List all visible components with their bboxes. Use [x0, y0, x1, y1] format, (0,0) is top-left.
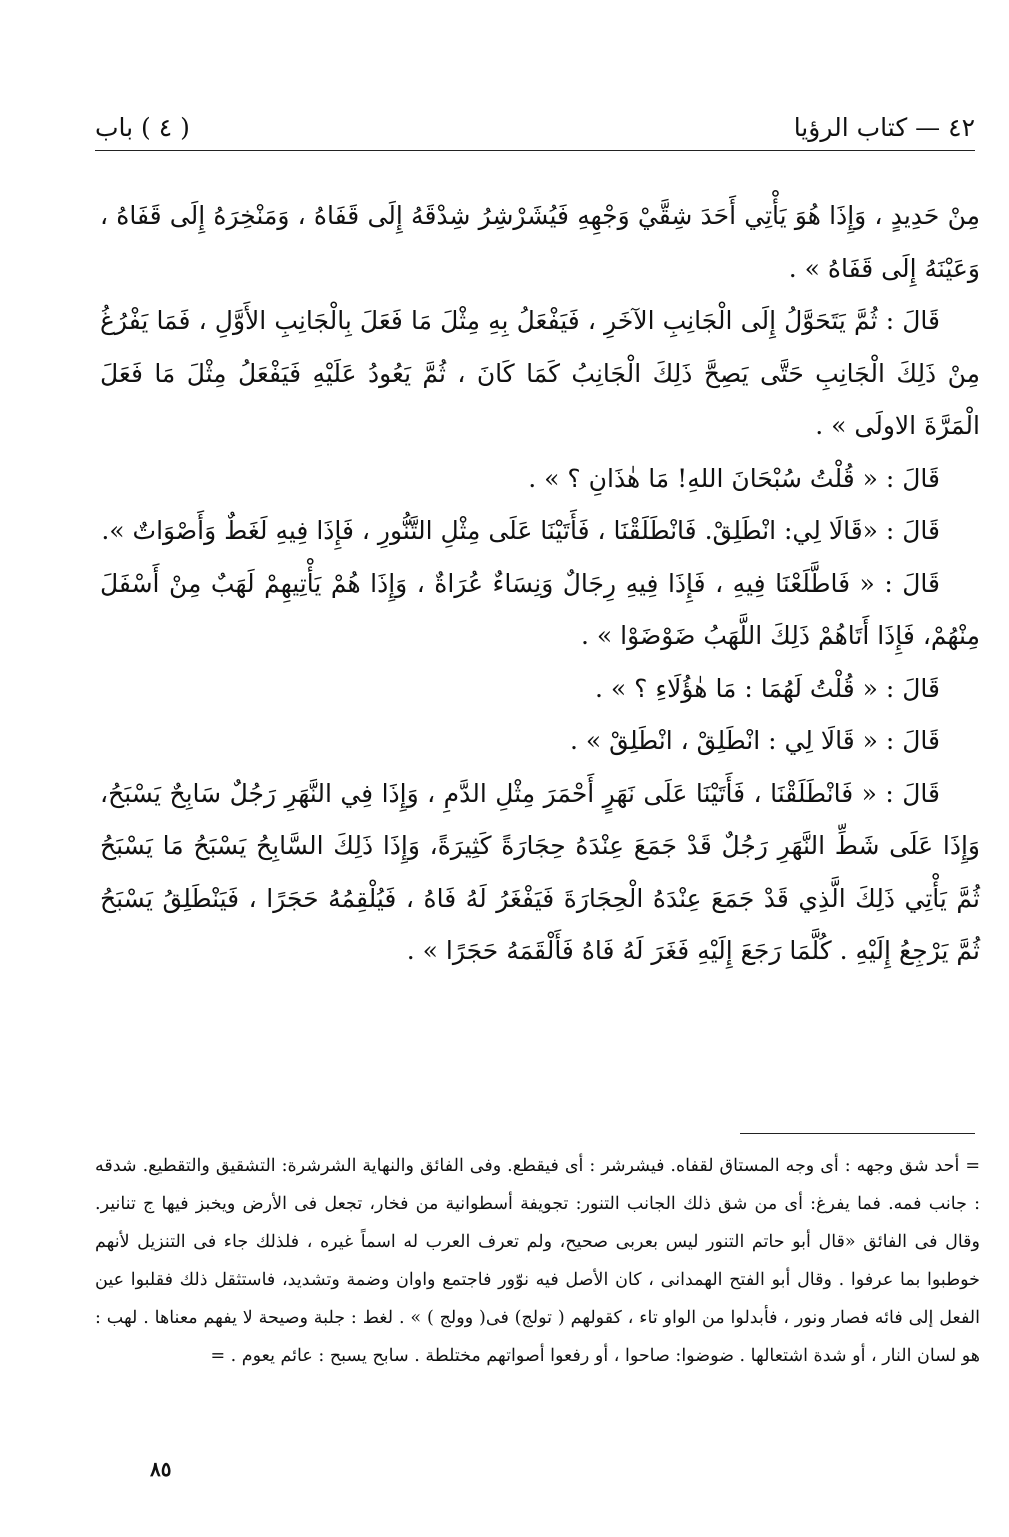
main-text [100, 190, 980, 978]
paragraph: قَالَ : « فَاطَّلَعْنَا فِيهِ ، فَإِذَا فِيهِ رِجَالٌ وَنِسَاءٌ عُرَاةٌ ، وَإِذَا هُمْ يَأْتِيهِمْ لَهَبٌ مِنْ أَسْفَلَ مِنْهُمْ، فَإِذَا أَتَاهُمْ ذَلِكَ اللَّهَبُ ضَوْضَوْا » . [100, 568, 980, 650]
header-divider [95, 150, 975, 151]
footnote-divider [740, 1133, 975, 1134]
paragraph: مِنْ حَدِيدٍ ، وَإِذَا هُوَ يَأْتِي أَحَدَ شِقَّيْ وَجْهِهِ فَيُشَرْشِرُ شِدْقَهُ إِلَى قَفَاهُ ، وَمَنْخِرَهُ إِلَى قَفَاهُ ، وَعَيْنَهُ إِلَى قَفَاهُ » . [100, 201, 980, 283]
page-number: ٨٥ [150, 1457, 172, 1481]
header-chapter: ( ٤ ) باب [95, 113, 190, 142]
paragraph: قَالَ : ثُمَّ يَتَحَوَّلُ إِلَى الْجَانِبِ الآخَرِ ، فَيَفْعَلُ بِهِ مِثْلَ مَا فَعَلَ بِالْجَانِبِ الأَوَّلِ ، فَمَا يَفْرُغُ مِنْ ذَلِكَ الْجَانِبِ حَتَّى يَصِحَّ ذَلِكَ الْجَانِبُ كَمَا كَانَ ، ثُمَّ يَعُودُ عَلَيْهِ فَيَفْعَلُ مِثْلَ مَا فَعَلَ الْمَرَّةَ الاولَى » . [100, 306, 980, 440]
paragraph: قَالَ : « فَانْطَلَقْنَا ، فَأَتَيْنَا عَلَى نَهَرٍ أَحْمَرَ مِثْلِ الدَّمِ ، وَإِذَا فِي النَّهَرِ رَجُلٌ سَابِحٌ يَسْبَحُ، وَإِذَا عَلَى شَطِّ النَّهَرِ رَجُلٌ قَدْ جَمَعَ عِنْدَهُ حِجَارَةً كَثِيرَةً، وَإِذَا ذَلِكَ السَّابِحُ يَسْبَحُ مَا يَسْبَحُ ثُمَّ يَأْتِي ذَلِكَ الَّذِي قَدْ جَمَعَ عِنْدَهُ الْحِجَارَةَ فَيَفْغَرُ لَهُ فَاهُ ، فَيُلْقِمُهُ حَجَرًا ، فَيَنْطَلِقُ يَسْبَحُ ثُمَّ يَرْجِعُ إِلَيْهِ . كُلَّمَا رَجَعَ إِلَيْهِ فَغَرَ لَهُ فَاهُ فَأَلْقَمَهُ حَجَرًا » . [100, 778, 980, 965]
footnote-text: = أحد شق وجهه : أى وجه المستاق لقفاه. فيشرشر : أى فيقطع. وفى الفائق والنهاية الشرشرة: التشقيق والتقطيع. شدقه : جانب فمه. فما يفرغ: أى من شق ذلك الجانب التنور: تجويفة أسطوانية من فخار، تجعل فى الأرض ويخبز فيها ج تنانير. وقال فى الفائق «قال أبو حاتم التنور ليس بعربى صحيح، ولم تعرف العرب له اسماً غيره ، فلذلك جاء فى التنزيل لأنهم خوطبوا بما عرفوا . وقال أبو الفتح الهمدانى ، كان الأصل فيه نوّور فاجتمع واوان وضمة وتشديد، فاستثقل ذلك فقلبوا عين الفعل إلى فائه فصار ونور ، فأبدلوا من الواو تاء ، كقولهم ( تولج) فى( وولج ) » . لغط : جلبة وصيحة لا يفهم معناها . لهب : هو لسان النار ، أو شدة اشتعالها . ضوضوا: صاحوا ، أو رفعوا أصواتهم مختلطة . سابح يسبح : عائم يعوم . = [95, 1156, 980, 1366]
paragraph: قَالَ : « قُلْتُ لَهُمَا : مَا هٰؤُلَاءِ ؟ » . [595, 673, 940, 703]
header-title: ٤٢ — كتاب الرؤيا [793, 113, 975, 142]
paragraph: قَالَ : « قُلْتُ سُبْحَانَ اللهِ! مَا هٰذَانِ ؟ » . [528, 463, 940, 493]
footnotes [95, 1147, 980, 1375]
running-header [95, 108, 975, 148]
paragraph: قَالَ : «قَالَا لِي: انْطَلِقْ. فَانْطَلَقْنَا ، فَأَتَيْنَا عَلَى مِثْلِ التَّنُّورِ ، فَإِذَا فِيهِ لَغَطٌ وَأَصْوَاتٌ ». [101, 516, 940, 545]
paragraph: قَالَ : « قَالَا لِي : انْطَلِقْ ، انْطَلِقْ » . [569, 726, 940, 755]
